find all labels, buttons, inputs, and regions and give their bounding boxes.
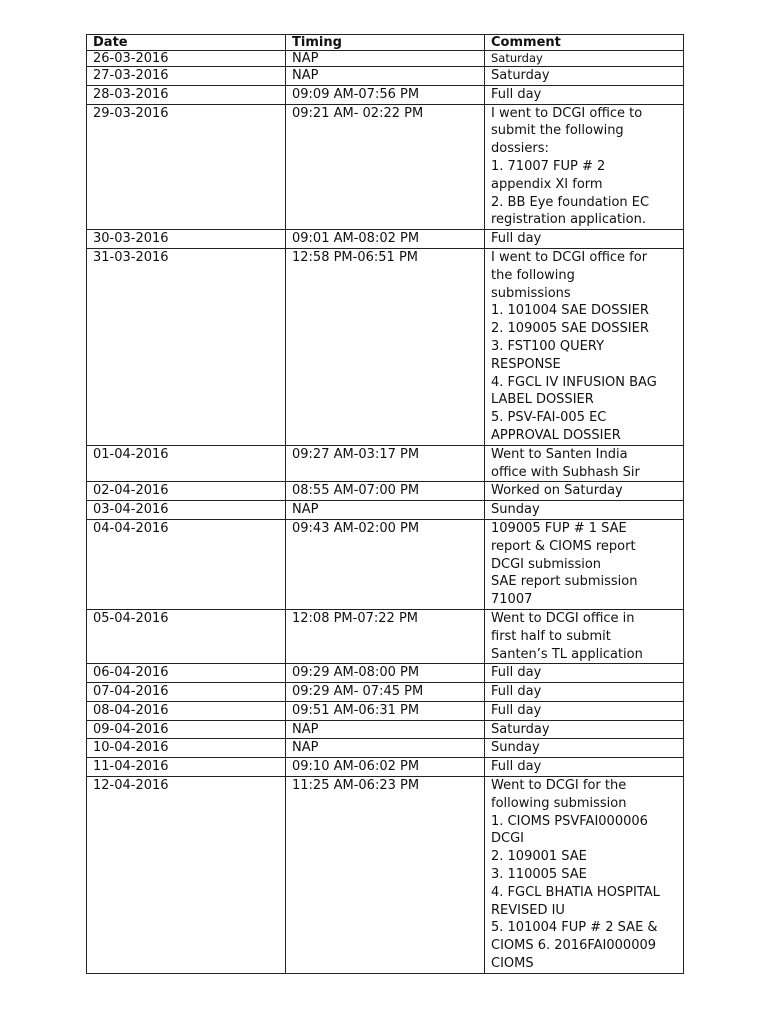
timing-cell: NAP: [286, 67, 485, 86]
date-cell: 11-04-2016: [87, 758, 286, 777]
comment-header: Comment: [485, 35, 684, 51]
table-row: [87, 85, 684, 104]
date-cell: 07-04-2016: [87, 683, 286, 702]
table-row: [87, 519, 684, 609]
timing-cell: 12:58 PM-06:51 PM: [286, 248, 485, 445]
date-cell: 03-04-2016: [87, 501, 286, 520]
date-cell: 04-04-2016: [87, 519, 286, 609]
comment-cell: Saturday: [485, 720, 684, 739]
comment-cell: Full day: [485, 230, 684, 249]
date-cell: 27-03-2016: [87, 67, 286, 86]
timing-cell: 12:08 PM-07:22 PM: [286, 609, 485, 663]
timing-cell: 09:21 AM- 02:22 PM: [286, 104, 485, 230]
timing-cell: NAP: [286, 51, 485, 67]
table-row: [87, 664, 684, 683]
date-cell: 12-04-2016: [87, 777, 286, 974]
date-cell: 29-03-2016: [87, 104, 286, 230]
date-cell: 06-04-2016: [87, 664, 286, 683]
date-cell: 02-04-2016: [87, 482, 286, 501]
timing-header: Timing: [286, 35, 485, 51]
table-row: [87, 739, 684, 758]
timing-cell: 09:10 AM-06:02 PM: [286, 758, 485, 777]
comment-cell: Went to Santen India office with Subhash Sir: [485, 445, 684, 482]
table-row: [87, 609, 684, 663]
comment-cell: Went to DCGI for the following submission 1. CIOMS PSVFAI000006 DCGI 2. 109001 SAE 3. 110005 SAE 4. FGCL BHATIA HOSPITAL REVISED IU 5. 101004 FUP # 2 SAE & CIOMS 6. 2016FAI000009 CIOMS: [485, 777, 684, 974]
table-row: [87, 104, 684, 230]
comment-cell: Sunday: [485, 739, 684, 758]
date-cell: 28-03-2016: [87, 85, 286, 104]
comment-cell: Worked on Saturday: [485, 482, 684, 501]
timing-cell: 08:55 AM-07:00 PM: [286, 482, 485, 501]
table-row: [87, 67, 684, 86]
comment-cell: I went to DCGI office to submit the following dossiers: 1. 71007 FUP # 2 appendix XI form 2. BB Eye foundation EC registration application.: [485, 104, 684, 230]
timing-cell: 09:09 AM-07:56 PM: [286, 85, 485, 104]
table-header: [87, 35, 684, 51]
comment-cell: Sunday: [485, 501, 684, 520]
comment-cell: Saturday: [485, 51, 684, 67]
table-row: [87, 701, 684, 720]
table-row: [87, 777, 684, 974]
date-cell: 30-03-2016: [87, 230, 286, 249]
timing-cell: 09:29 AM-08:00 PM: [286, 664, 485, 683]
comment-cell: Saturday: [485, 67, 684, 86]
comment-cell: Full day: [485, 85, 684, 104]
date-cell: 10-04-2016: [87, 739, 286, 758]
comment-cell: I went to DCGI office for the following submissions 1. 101004 SAE DOSSIER 2. 109005 SAE DOSSIER 3. FST100 QUERY RESPONSE 4. FGCL IV INFUSION BAG LABEL DOSSIER 5. PSV-FAI-005 EC APPROVAL DOSSIER: [485, 248, 684, 445]
timesheet-table: [86, 34, 684, 974]
comment-cell: Full day: [485, 664, 684, 683]
timing-cell: NAP: [286, 720, 485, 739]
timing-cell: NAP: [286, 739, 485, 758]
timing-cell: 11:25 AM-06:23 PM: [286, 777, 485, 974]
timing-cell: NAP: [286, 501, 485, 520]
table-row: [87, 758, 684, 777]
date-cell: 26-03-2016: [87, 51, 286, 67]
table-row: [87, 482, 684, 501]
table-row: [87, 51, 684, 67]
table-row: [87, 230, 684, 249]
date-header: Date: [87, 35, 286, 51]
date-cell: 01-04-2016: [87, 445, 286, 482]
timing-cell: 09:51 AM-06:31 PM: [286, 701, 485, 720]
date-cell: 05-04-2016: [87, 609, 286, 663]
table-body: [87, 51, 684, 974]
timing-cell: 09:29 AM- 07:45 PM: [286, 683, 485, 702]
date-cell: 08-04-2016: [87, 701, 286, 720]
comment-cell: 109005 FUP # 1 SAE report & CIOMS report DCGI submission SAE report submission 71007: [485, 519, 684, 609]
header-row: [87, 35, 684, 51]
timing-cell: 09:43 AM-02:00 PM: [286, 519, 485, 609]
table-row: [87, 445, 684, 482]
table-row: [87, 501, 684, 520]
table-row: [87, 683, 684, 702]
table-row: [87, 248, 684, 445]
comment-cell: Full day: [485, 683, 684, 702]
timing-cell: 09:01 AM-08:02 PM: [286, 230, 485, 249]
table-row: [87, 720, 684, 739]
comment-cell: Went to DCGI office in first half to submit Santen’s TL application: [485, 609, 684, 663]
comment-cell: Full day: [485, 758, 684, 777]
date-cell: 09-04-2016: [87, 720, 286, 739]
date-cell: 31-03-2016: [87, 248, 286, 445]
timing-cell: 09:27 AM-03:17 PM: [286, 445, 485, 482]
comment-cell: Full day: [485, 701, 684, 720]
